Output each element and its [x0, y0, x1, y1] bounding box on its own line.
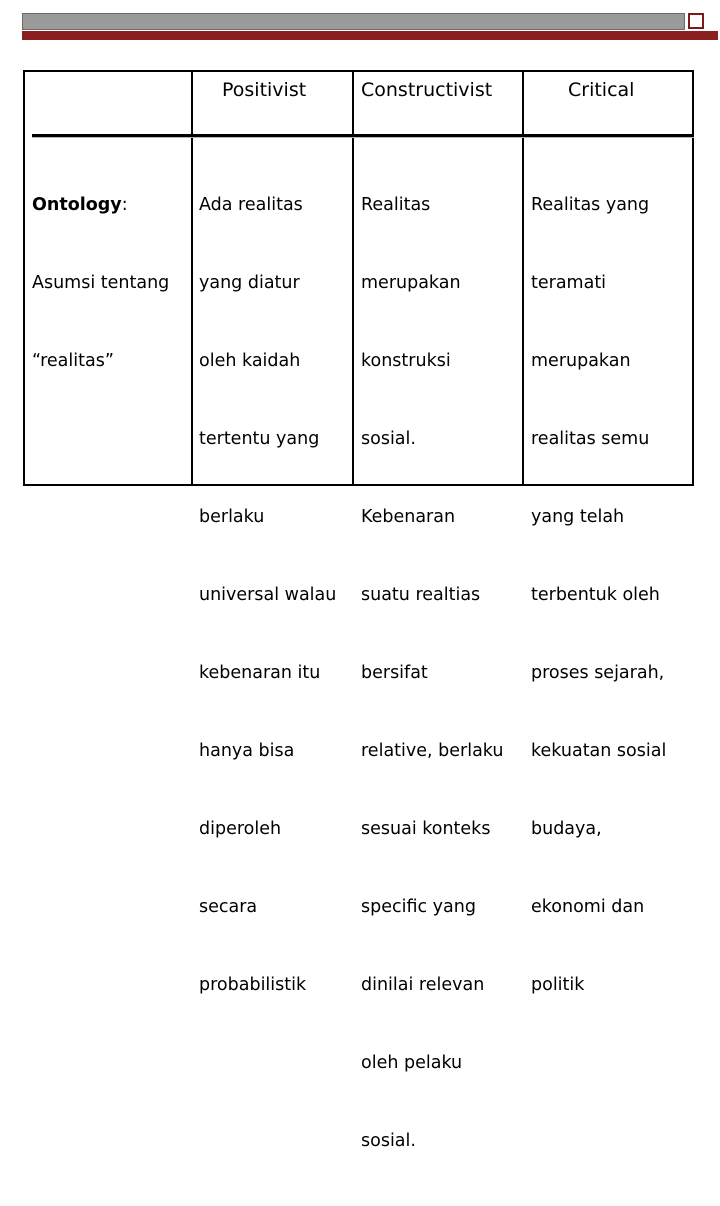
cell-line: yang diatur [199, 273, 300, 293]
cell-line: kebenaran itu [199, 663, 321, 683]
cell-critical [531, 140, 666, 1050]
cell-line: yang telah [531, 507, 625, 527]
cell-line: bersifat [361, 663, 428, 683]
cell-line: berlaku [199, 507, 265, 527]
cell-line: probabilistik [199, 975, 307, 995]
cell-line: oleh kaidah [199, 351, 301, 371]
row-label-heading [32, 192, 169, 218]
cell-line: specific yang [361, 897, 476, 917]
table-divider-1 [191, 70, 193, 486]
header-constructivist: Constructivist [361, 79, 493, 101]
cell-line: terbentuk oleh [531, 585, 660, 605]
cell-line: kekuatan sosial [531, 741, 667, 761]
table-divider-2 [352, 70, 354, 486]
cell-positivist [199, 140, 336, 1050]
header-row-divider-shadow [32, 137, 694, 138]
header-gray-bar [22, 13, 685, 30]
cell-line: hanya bisa [199, 741, 295, 761]
table-divider-3 [522, 70, 524, 486]
row-label-bold: Ontology [32, 195, 122, 215]
row-label-line: Asumsi tentang [32, 273, 170, 293]
row-label-line: “realitas” [32, 351, 114, 371]
cell-line: relative, berlaku [361, 741, 504, 761]
cell-line: Kebenaran [361, 507, 456, 527]
row-label-colon: : [121, 195, 128, 215]
row-label-ontology [32, 140, 169, 426]
header-positivist: Positivist [222, 79, 307, 101]
cell-line: tertentu yang [199, 429, 320, 449]
cell-constructivist [361, 140, 503, 1206]
cell-line: merupakan [531, 351, 631, 371]
cell-line: Ada realitas [199, 195, 303, 215]
cell-line: oleh pelaku [361, 1053, 463, 1073]
cell-line: diperoleh [199, 819, 282, 839]
cell-line: Realitas yang [531, 195, 650, 215]
cell-line: universal walau [199, 585, 337, 605]
cell-line: proses sejarah, [531, 663, 665, 683]
cell-line: budaya, [531, 819, 602, 839]
cell-line: sesuai konteks [361, 819, 491, 839]
cell-line: sosial. [361, 1131, 416, 1151]
cell-line: ekonomi dan [531, 897, 645, 917]
cell-line: realitas semu [531, 429, 650, 449]
cell-line: secara [199, 897, 258, 917]
header-square-ornament [688, 13, 704, 29]
cell-line: Realitas [361, 195, 431, 215]
cell-line: sosial. [361, 429, 416, 449]
cell-line: dinilai relevan [361, 975, 485, 995]
cell-line: teramati [531, 273, 607, 293]
cell-line: merupakan [361, 273, 461, 293]
header-critical: Critical [568, 79, 635, 101]
cell-line: politik [531, 975, 585, 995]
cell-line: suatu realtias [361, 585, 481, 605]
cell-line: konstruksi [361, 351, 451, 371]
header-red-bar [22, 31, 718, 40]
